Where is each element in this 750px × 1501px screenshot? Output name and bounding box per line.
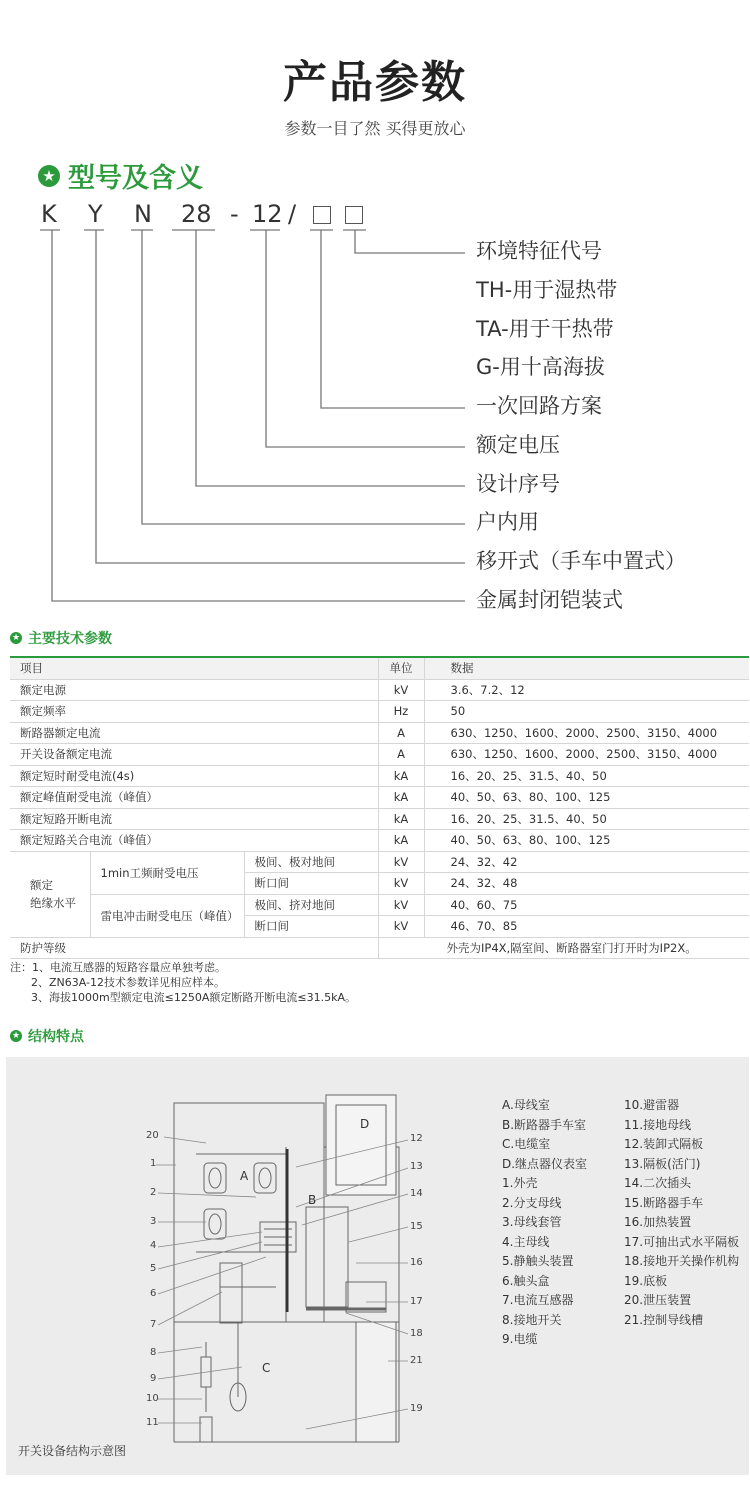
insulation-group-name: 雷电冲击耐受电压（峰值） [90, 894, 244, 937]
page-title: 产品参数 [283, 57, 467, 108]
callout-number: 6 [150, 1288, 157, 1299]
table-row [10, 830, 749, 852]
note-line: 3、海拔1000m型额定电流≤1250A额定断路开断电流≤31.5kA。 [10, 991, 357, 1004]
callout-number: 7 [150, 1319, 157, 1330]
insulation-group-name: 1min工频耐受电压 [90, 851, 244, 894]
star-circle-icon: ★ [11, 1031, 21, 1041]
legend-item: B.断路器手车室 [502, 1117, 587, 1132]
legend-right [624, 1096, 739, 1330]
callout-number: 1 [150, 1158, 157, 1169]
row-item: 额定短路开断电流 [10, 808, 378, 830]
legend-item: 5.静触头装置 [502, 1254, 574, 1268]
star-circle-icon: ★ [11, 633, 21, 643]
desc-primary-circuit: 一次回路方案 [476, 394, 602, 418]
callout-number: 14 [410, 1188, 423, 1199]
code-part-series: 28 [181, 200, 212, 228]
row-unit: A [378, 722, 424, 744]
legend-item: 16.加热装置 [624, 1215, 692, 1229]
legend-item: 2.分支母线 [502, 1195, 562, 1210]
tech-section-title-text: 主要技术参数 [28, 631, 112, 647]
code-part-dash: - [230, 200, 239, 228]
legend-item: 21.控制导线槽 [624, 1312, 704, 1327]
row-item: 防护等级 [10, 937, 378, 959]
row-unit: kV [378, 916, 424, 938]
row-data: 40、60、75 [424, 894, 749, 916]
code-part-k: K [41, 200, 57, 228]
legend-item: 6.触头盒 [502, 1273, 550, 1288]
desc-withdrawable: 移开式（手车中置式） [476, 549, 686, 573]
row-data: 外壳为IP4X,隔室间、断路器室门打开时为IP2X。 [378, 937, 749, 959]
desc-g: G-用十高海拔 [476, 355, 605, 379]
insulation-label [10, 851, 90, 937]
tech-section-title [10, 628, 112, 648]
spec-table [10, 656, 749, 959]
callout-number: 19 [410, 1403, 423, 1414]
legend-item: 17.可抽出式水平隔板 [624, 1234, 740, 1249]
legend-left [502, 1096, 587, 1350]
note-line: 2、ZN63A-12技术参数详见相应样本。 [10, 976, 225, 989]
table-row [10, 679, 749, 701]
structure-section-title-text: 结构特点 [28, 1029, 84, 1045]
insulation-label-line2: 绝缘水平 [30, 896, 76, 910]
legend-item: 3.母线套管 [502, 1215, 562, 1229]
legend-item: 9.电缆 [502, 1332, 538, 1346]
callout-number: 18 [410, 1328, 423, 1339]
legend-item: 19.底板 [624, 1273, 668, 1288]
callout-number: 20 [146, 1130, 159, 1141]
row-item: 额定短路关合电流（峰值） [10, 830, 378, 852]
callout-number: 15 [410, 1221, 423, 1232]
insulation-sub: 断口间 [244, 873, 378, 895]
row-unit: kV [378, 851, 424, 873]
insulation-sub: 极间、极对地间 [244, 851, 378, 873]
row-data: 24、32、42 [424, 851, 749, 873]
diagram-label-a: A [240, 1169, 249, 1183]
insulation-label-line1: 额定 [30, 878, 53, 892]
row-data: 16、20、25、31.5、40、50 [424, 765, 749, 787]
legend-item: C.电缆室 [502, 1137, 551, 1151]
row-unit: kA [378, 787, 424, 809]
desc-metal-enclosed: 金属封闭铠装式 [476, 588, 623, 612]
insulation-sub: 极间、挤对地间 [244, 894, 378, 916]
callout-number: 10 [146, 1393, 159, 1404]
row-unit: kA [378, 830, 424, 852]
legend-item: 1.外壳 [502, 1176, 538, 1190]
table-row [10, 765, 749, 787]
desc-design-number: 设计序号 [476, 472, 560, 496]
header-unit: 单位 [378, 657, 424, 679]
table-row [10, 937, 749, 959]
legend-item: 18.接地开关操作机构 [624, 1254, 740, 1268]
row-item: 断路器额定电流 [10, 722, 378, 744]
diagram-label-c: C [262, 1361, 271, 1375]
row-unit: kA [378, 808, 424, 830]
code-part-n: N [134, 200, 152, 228]
callout-number: 2 [150, 1187, 157, 1198]
row-item: 额定峰值耐受电流（峰值） [10, 787, 378, 809]
row-data: 24、32、48 [424, 873, 749, 895]
legend-item: 8.接地开关 [502, 1312, 562, 1327]
diagram-caption: 开关设备结构示意图 [18, 1444, 127, 1458]
legend-item: A.母线室 [502, 1098, 550, 1112]
row-unit: A [378, 744, 424, 766]
legend-item: 4.主母线 [502, 1234, 550, 1249]
table-row [10, 722, 749, 744]
callout-number: 8 [150, 1347, 157, 1358]
row-item: 额定电源 [10, 679, 378, 701]
note-line: 注：1、电流互感器的短路容量应单独考虑。 [10, 961, 226, 974]
row-item: 额定短时耐受电流(4s) [10, 765, 378, 787]
insulation-sub: 断口间 [244, 916, 378, 938]
page-subtitle: 参数一目了然 买得更放心 [284, 119, 466, 138]
legend-item: 7.电流互感器 [502, 1293, 574, 1307]
legend-item: 10.避雷器 [624, 1098, 680, 1112]
legend-item: D.继点器仪表室 [502, 1156, 588, 1171]
legend-item: 20.泄压装置 [624, 1293, 692, 1307]
diagram-label-b: B [308, 1193, 317, 1207]
code-part-slash: / [288, 200, 297, 228]
desc-rated-voltage: 额定电压 [476, 433, 560, 457]
callout-number: 5 [150, 1263, 157, 1274]
legend-item: 14.二次插头 [624, 1176, 692, 1190]
table-notes [10, 960, 356, 1005]
callout-number: 16 [410, 1257, 423, 1268]
row-data: 46、70、85 [424, 916, 749, 938]
row-data: 3.6、7.2、12 [424, 679, 749, 701]
table-row [10, 894, 749, 916]
model-leader-lines [0, 0, 750, 620]
desc-indoor: 户内用 [476, 510, 539, 534]
row-item: 开关设备额定电流 [10, 744, 378, 766]
legend-item: 13.隔板(活门) [624, 1156, 701, 1171]
table-row [10, 851, 749, 873]
legend-item: 15.断路器手车 [624, 1195, 704, 1210]
row-unit: kV [378, 679, 424, 701]
row-data: 630、1250、1600、2000、2500、3150、4000 [424, 744, 749, 766]
callout-number: 3 [150, 1216, 157, 1227]
row-item: 额定频率 [10, 701, 378, 723]
row-data: 16、20、25、31.5、40、50 [424, 808, 749, 830]
callout-number: 13 [410, 1161, 423, 1172]
callout-number: 11 [146, 1417, 159, 1428]
desc-ta: TA-用于干热带 [476, 317, 614, 341]
desc-environment-code: 环境特征代号 [476, 239, 602, 263]
row-unit: Hz [378, 701, 424, 723]
table-row [10, 744, 749, 766]
structure-section-title [10, 1026, 84, 1046]
callout-number: 21 [410, 1355, 423, 1366]
row-data: 40、50、63、80、100、125 [424, 787, 749, 809]
callout-number: 12 [410, 1133, 423, 1144]
row-data: 50 [424, 701, 749, 723]
row-unit: kV [378, 894, 424, 916]
code-part-voltage: 12 [252, 200, 283, 228]
header-item: 项目 [10, 657, 378, 679]
table-header-row [10, 657, 749, 679]
row-unit: kA [378, 765, 424, 787]
row-data: 630、1250、1600、2000、2500、3150、4000 [424, 722, 749, 744]
model-section-title-text: 型号及含义 [68, 163, 203, 194]
legend-item: 11.接地母线 [624, 1117, 692, 1132]
star-circle-icon: ★ [38, 165, 60, 187]
code-part-y: Y [88, 200, 103, 228]
diagram-label-d: D [360, 1117, 370, 1131]
callout-number: 4 [150, 1240, 157, 1251]
row-unit: kV [378, 873, 424, 895]
table-row [10, 787, 749, 809]
callout-number: 9 [150, 1373, 157, 1384]
callout-number: 17 [410, 1296, 423, 1307]
desc-th: TH-用于湿热带 [476, 278, 618, 302]
table-row [10, 808, 749, 830]
row-data: 40、50、63、80、100、125 [424, 830, 749, 852]
legend-item: 12.装卸式隔板 [624, 1137, 704, 1151]
table-row [10, 701, 749, 723]
header-data: 数据 [424, 657, 749, 679]
